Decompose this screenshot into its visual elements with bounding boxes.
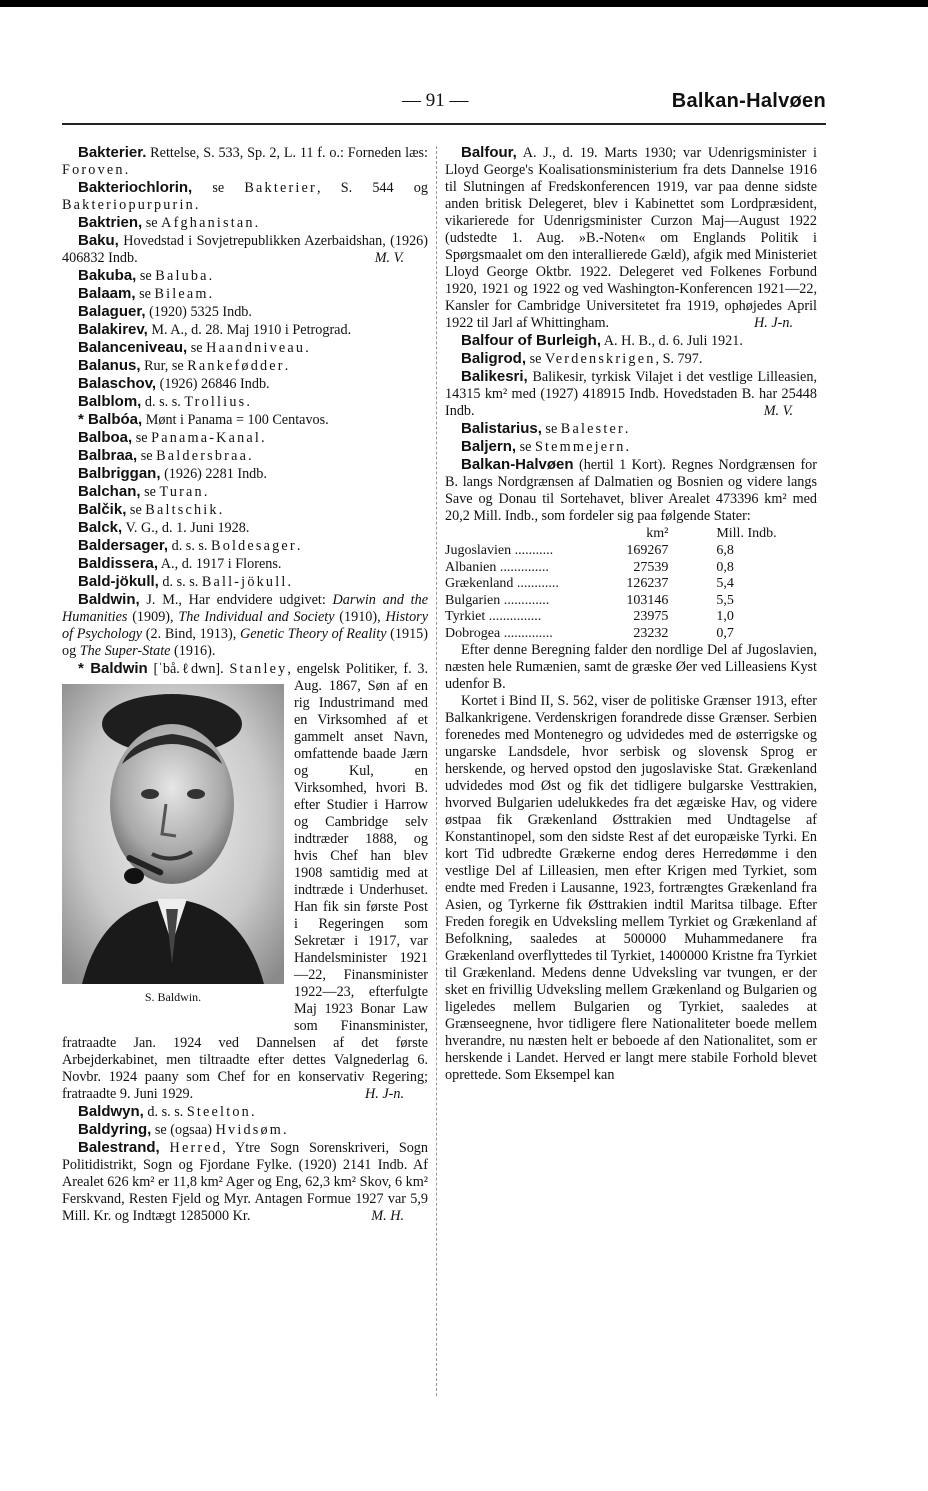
table-header-row (445, 525, 813, 543)
area-km2: 103146 (626, 592, 669, 608)
states-table (445, 525, 813, 642)
entry-baljern: Baljern, se Stemmejern. (461, 438, 630, 455)
population-mill: 0,8 (716, 559, 734, 575)
state-name: Albanien .............. (445, 559, 549, 575)
author-signature: M. V. (763, 403, 793, 419)
entry-balaam: Balaam, se Bileam. (78, 285, 213, 302)
entry-balchan: Balchan, se Turan. (78, 483, 208, 500)
header-rule (62, 123, 826, 125)
column-header-population: Mill. Indb. (716, 526, 777, 541)
entry-balanceniveau: Balanceniveau, se Haandniveau. (78, 339, 309, 356)
table-row (445, 576, 813, 593)
right-column (445, 144, 817, 1084)
entry-balaschov: Balaschov, (1926) 26846 Indb. (78, 375, 270, 392)
author-signature: M. H. (371, 1208, 404, 1224)
running-head: Balkan-Halvøen (671, 90, 826, 112)
entry-bakterier: Bakterier. Rettelse, S. 533, Sp. 2, L. 11 f. o.: Forneden læs: Foroven. (62, 144, 428, 178)
entry-baktrien: Baktrien, se Afghanistan. (78, 214, 259, 231)
column-header-area: km² (646, 526, 669, 541)
paragraph-political-borders: Kortet i Bind II, S. 562, viser de politiske Grænser 1913, efter Balkankrigene. Verdenskrigen forandrede disse Grænser. Serbien forenedes med Montenegro og udvidedes med de østerrigske og ungarske Landsdele, hvor serbisk og slovensk Sprog er herskende, og herved opstod den jugoslaviske Stat. Grækenland udvidedes mod Øst og fik det tidligere bulgarske Vesttrakien, hvorved Bulgarien udelukkedes fra det ægæiske Hav, og videre østpaa fik Grækenland Østtrakien med Undtagelse af Konstantinopel, som den sidste Rest af det europæiske Tyrki. En kort Tid udbredte Grækerne endog deres Herredømme i den vestlige Del af Lilleasien, men efter Krigen med Tyrkiet, som endte med Freden i Lausanne, 1923, fortrængtes Grækenland fra Asien, og Tyrkerne fik Østtrakien indtil Maritsa tilbage. Efter Freden foregik en Udveksling mellem Tyrkiet og Grækenland af Befolkning, saaledes at 500000 Muhammedanere fra Grækenland overflyttedes til Tyrkiet, 1400000 Kristne fra Tyrkiet til Grækenland. Medens denne Udveksling var tvungen, er der sket en frivillig Udveksling mellem Grækenland og Bulgarien og ligeledes mellem Bulgarien og Tyrkiet, saaledes at Grænseegnene, hvor tidligere flere Nationaliteter boede mellem hverandre, nu næsten helt er beboede af den Nationalitet, som er herskende i Landet. Herved er langt mere stabile Forhold blevet oprettede. Som Eksempel kan (445, 693, 817, 1083)
entry-balikesri: Balikesri, Balikesir, tyrkisk Vilajet i det vestlige Lilleasien, 14315 km² med (1927) 418915 Indb. Hovedstaden B. har 25448 Indb. M. V. (445, 368, 817, 419)
table-row (445, 543, 813, 560)
entry-balanus: Balanus, Rur, se Rankefødder. (78, 357, 289, 374)
entry-baldyring: Baldyring, se (ogsaa) Hvidsøm. (78, 1121, 287, 1138)
population-mill: 5,5 (716, 592, 734, 608)
area-km2: 23975 (633, 609, 669, 624)
entry-bald-jokull: Bald-jökull, d. s. s. Ball-jökull. (78, 573, 292, 590)
entry-headword: Bakterier. (78, 144, 147, 161)
entry-baldwin-stanley: * Baldwin [ˈbå.ℓdwn]. Stanley, engelsk Politiker, f. 3. Aug. 1867, Søn af en rig Industrimand med en Virksomhed af et gammelt anset Navn, omfattende baade Jærn og Kul, en Virksomhed, hvori B. efter Studier i Harrow og Cambridge selv indtræder 1888, og hvis Chef han blev 1908 samtidig med at indtræde i Underhuset. Han fik sin første Post i Regeringen som Sekretær i 1917, var Handelsminister 1921—22, Finansminister 1922—23, efterfulgte Maj 1923 Bonar Law som Finansminister, fratraadte Jan. 1924 ved Dannelsen af det første Arbejderkabinet, men tiltraadte efter dettes Valgnederlag 6. Novbr. 1924 paany som Chef for en konservativ Regering; fratraadte 9. Juni 1929. (62, 660, 428, 1102)
state-name: Bulgarien ............. (445, 592, 550, 608)
entry-balkan-halvoen: Balkan-Halvøen (hertil 1 Kort). Regnes Nordgrænsen for B. langs Nordgrænsen af Dalmatien og Bosnien og videre langs Save og Donau til Sortehavet, bliver Arealet 473396 km² med 20,2 Mill. Indb., som fordeler sig paa følgende Stater: (445, 456, 817, 524)
state-name: Tyrkiet ............... (445, 609, 542, 624)
portrait-figure (62, 684, 284, 1014)
entry-balistarius: Balistarius, se Balester. (461, 420, 629, 437)
state-name: Jugoslavien ........... (445, 543, 554, 558)
state-name: Grækenland ............ (445, 576, 559, 591)
table-row (445, 626, 813, 643)
entry-balfour: Balfour, A. J., d. 19. Marts 1930; var Udenrigsminister i Lloyd George's Koalisationsministerium fra dets Dannelse 1916 til Slutningen af Fredskonferencen 1919, var paa denne sidste anden britisk Delegeret, blev i Kabinettet som Lordpræsident, vikarierede for Udenrigsminister Curzon Maj—August 1922 (udstedte 1. Aug. »B.-Noten« om Englands Politik i Spørgsmaalet om den interallierede Gæld), afgik med Ministeriet Lloyd George Oktbr. 1922. Delegeret ved Folkenes Forbund 1920, 1921 og 1922 og ved Washington-Konferencen 1921—22, Kansler for Cambridge Universitetet fra 1919, ophøjedes April 1922 til Jarl af Whittingham. H. J-n. (445, 144, 817, 331)
cross-reference: Foroven (62, 162, 125, 178)
entry-balblom: Balblom, d. s. s. Trollius. (78, 393, 250, 410)
table-row (445, 560, 813, 577)
entry-balestrand: Balestrand, Herred, Ytre Sogn Sorenskriveri, Sogn Politidistrikt, Sogn og Fjordane Fylke. (1920) 2141 Indb. Af Arealet 626 km² er 11,8 km² Ager og Eng, 62,3 km² Skov, 6 km² Ferskvand, Resten Fjeld og Myr. Antagen Formue 1927 var 5,9 Mill. Kr. og Indtægt 1285000 Kr. M. H. (62, 1139, 428, 1224)
column-divider (436, 146, 438, 1396)
page-number: — 91 — (402, 90, 469, 111)
table-row (445, 609, 813, 626)
population-mill: 0,7 (716, 625, 734, 641)
entry-baku: Baku, Hovedstad i Sovjetrepublikken Azerbaidshan, (1926) 406832 Indb. M. V. (62, 232, 428, 266)
entry-balboa-coin: * Balbóa, Mønt i Panama = 100 Centavos. (78, 411, 329, 428)
entry-bakuba: Bakuba, se Baluba. (78, 267, 213, 284)
table-row (445, 593, 813, 610)
population-mill: 5,4 (716, 576, 734, 591)
author-signature: M. V. (374, 250, 404, 266)
population-mill: 1,0 (716, 609, 734, 624)
entry-balboa: Balboa, se Panama-Kanal. (78, 429, 265, 446)
top-border (0, 0, 928, 7)
state-name: Dobrogea .............. (445, 625, 553, 641)
portrait-image (62, 684, 284, 984)
area-km2: 126237 (626, 576, 669, 591)
entry-balfour-burleigh: Balfour of Burleigh, A. H. B., d. 6. Juli 1921. (461, 332, 743, 349)
area-km2: 27539 (633, 559, 669, 575)
entry-balbriggan: Balbriggan, (1926) 2281 Indb. (78, 465, 267, 482)
area-km2: 169267 (626, 543, 669, 558)
entry-baldwyn: Baldwyn, d. s. s. Steelton. (78, 1103, 255, 1120)
entry-bakteriochlorin: Bakteriochlorin, se Bakterier, S. 544 og Bakteriopurpurin. (62, 179, 428, 213)
population-mill: 6,8 (716, 543, 734, 558)
entry-baldersager: Baldersager, d. s. s. Boldesager. (78, 537, 301, 554)
entry-balakirev: Balakirev, M. A., d. 28. Maj 1910 i Petrograd. (78, 321, 352, 338)
pronunciation: [ˈbå.ℓdwn]. (147, 661, 230, 677)
portrait-photo (62, 684, 284, 984)
entry-balck: Balck, V. G., d. 1. Juni 1928. (78, 519, 250, 536)
author-signature: H. J-n. (364, 1086, 404, 1102)
author-signature: H. J-n. (753, 315, 793, 331)
entry-baligrod: Baligrod, se Verdenskrigen, S. 797. (461, 350, 703, 367)
portrait-caption: S. Baldwin. (144, 990, 202, 1004)
entry-baldwin-jm: Baldwin, J. M., Har endvidere udgivet: Darwin and the Humanities (1909), The Individual and Society (1910), History of Psychology (2. Bind, 1913), Genetic Theory of Reality (1915) og The Super-State (1916). (62, 591, 428, 659)
paragraph-boundary-note: Efter denne Beregning falder den nordlige Del af Jugoslavien, næsten hele Rumænien, samt de græske Øer ved Lilleasiens Kyst udenfor B. (445, 642, 817, 692)
entry-balaguer: Balaguer, (1920) 5325 Indb. (78, 303, 252, 320)
entry-balbraa: Balbraa, se Baldersbraa. (78, 447, 252, 464)
entry-baldissera: Baldissera, A., d. 1917 i Florens. (78, 555, 282, 572)
page-header (62, 90, 826, 120)
area-km2: 23232 (633, 625, 669, 641)
entry-balcik: Balčik, se Baltschik. (78, 501, 223, 518)
